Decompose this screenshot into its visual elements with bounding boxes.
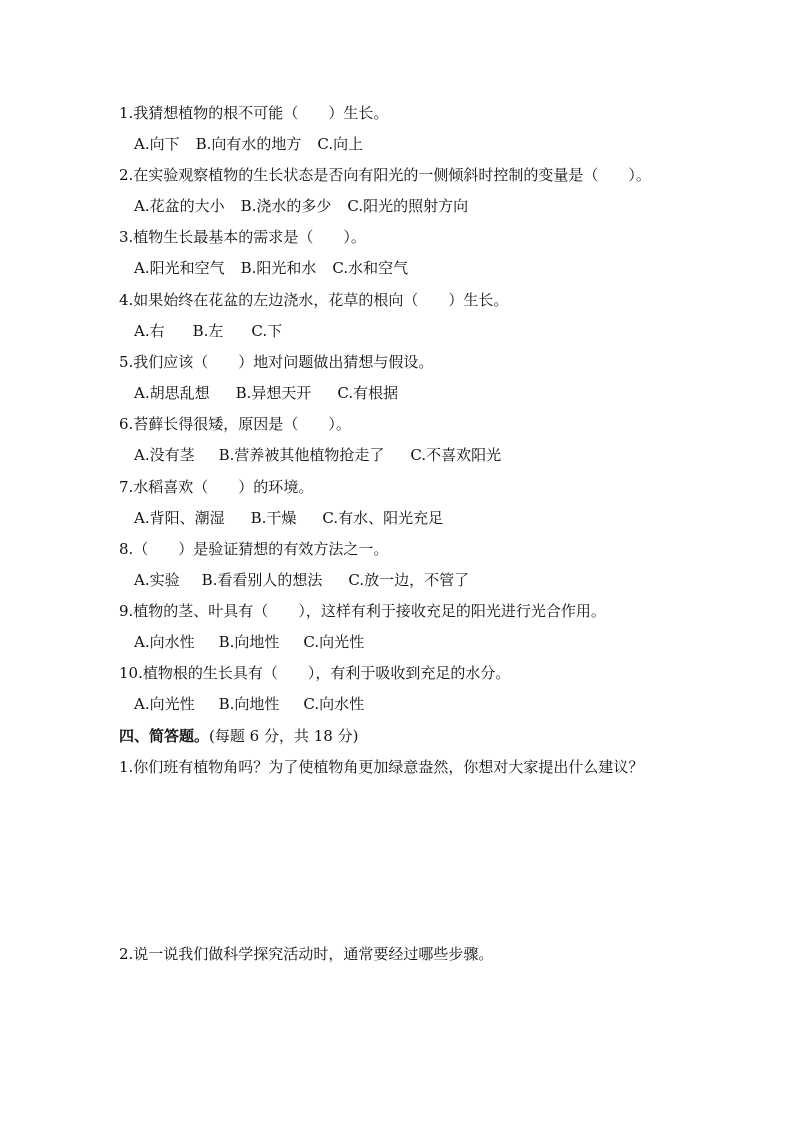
option-c: C.下 xyxy=(251,322,283,340)
option-c: C.有水、阳光充足 xyxy=(322,509,444,527)
option-b: B.营养被其他植物抢走了 xyxy=(218,446,385,464)
question-3-options xyxy=(134,258,408,278)
question-5: 5.我们应该（ ）地对问题做出猜想与假设。 xyxy=(119,353,434,371)
question-1-options xyxy=(134,134,363,154)
option-a: A.胡思乱想 xyxy=(134,384,210,402)
answer-space-1[interactable] xyxy=(119,790,675,930)
question-5-options xyxy=(134,383,398,403)
option-c: C.不喜欢阳光 xyxy=(410,446,502,464)
option-b: B.向地性 xyxy=(218,695,280,713)
option-b: B.向有水的地方 xyxy=(195,135,302,153)
option-c: C.阳光的照射方向 xyxy=(347,197,469,215)
question-7-options xyxy=(134,508,443,528)
question-9: 9.植物的茎、叶具有（ ），这样有利于接收充足的阳光进行光合作用。 xyxy=(119,602,606,620)
question-10: 10.植物根的生长具有（ ），有利于吸收到充足的水分。 xyxy=(119,664,511,682)
question-4-options xyxy=(134,321,282,341)
question-6-options xyxy=(134,445,501,465)
answer-space-2[interactable] xyxy=(119,978,675,1098)
option-a: A.实验 xyxy=(134,571,180,589)
question-10-options xyxy=(134,694,364,714)
question-8-options xyxy=(134,570,469,590)
option-c: C.放一边，不管了 xyxy=(348,571,470,589)
option-a: A.右 xyxy=(134,322,165,340)
question-6: 6.苔藓长得很矮，原因是（ ）。 xyxy=(119,415,351,433)
question-2: 2.在实验观察植物的生长状态是否向有阳光的一侧倾斜时控制的变量是（ ）。 xyxy=(119,166,651,184)
option-b: B.干燥 xyxy=(250,509,297,527)
question-9-options xyxy=(134,632,364,652)
option-a: A.花盆的大小 xyxy=(134,197,225,215)
option-b: B.看看别人的想法 xyxy=(201,571,323,589)
option-a: A.阳光和空气 xyxy=(134,259,225,277)
option-a: A.向光性 xyxy=(134,695,195,713)
option-b: B.异想天开 xyxy=(235,384,312,402)
option-b: B.左 xyxy=(192,322,224,340)
section-4-heading xyxy=(119,726,358,746)
question-2-options xyxy=(134,196,468,216)
option-a: A.向下 xyxy=(134,135,180,153)
question-1: 1.我猜想植物的根不可能（ ）生长。 xyxy=(119,104,389,122)
question-4: 4.如果始终在花盆的左边浇水，花草的根向（ ）生长。 xyxy=(119,291,509,309)
option-c: C.有根据 xyxy=(337,384,399,402)
option-c: C.向水性 xyxy=(303,695,365,713)
option-b: B.阳光和水 xyxy=(240,259,317,277)
option-a: A.没有茎 xyxy=(134,446,195,464)
option-c: C.向光性 xyxy=(303,633,365,651)
option-a: A.向水性 xyxy=(134,633,195,651)
option-c: C.水和空气 xyxy=(332,259,409,277)
question-7: 7.水稻喜欢（ ）的环境。 xyxy=(119,478,314,496)
question-8: 8.（ ）是验证猜想的有效方法之一。 xyxy=(119,540,389,558)
option-a: A.背阳、潮湿 xyxy=(134,509,225,527)
section-4-note: (每题 6 分，共 18 分) xyxy=(209,727,359,745)
question-3: 3.植物生长最基本的需求是（ ）。 xyxy=(119,228,366,246)
section-4-title: 四、简答题。 xyxy=(119,727,210,745)
short-answer-2: 2.说一说我们做科学探究活动时，通常要经过哪些步骤。 xyxy=(119,945,494,963)
short-answer-1: 1.你们班有植物角吗？为了使植物角更加绿意盎然，你想对大家提出什么建议？ xyxy=(119,758,644,776)
option-c: C.向上 xyxy=(317,135,364,153)
option-b: B.向地性 xyxy=(218,633,280,651)
option-b: B.浇水的多少 xyxy=(240,197,332,215)
